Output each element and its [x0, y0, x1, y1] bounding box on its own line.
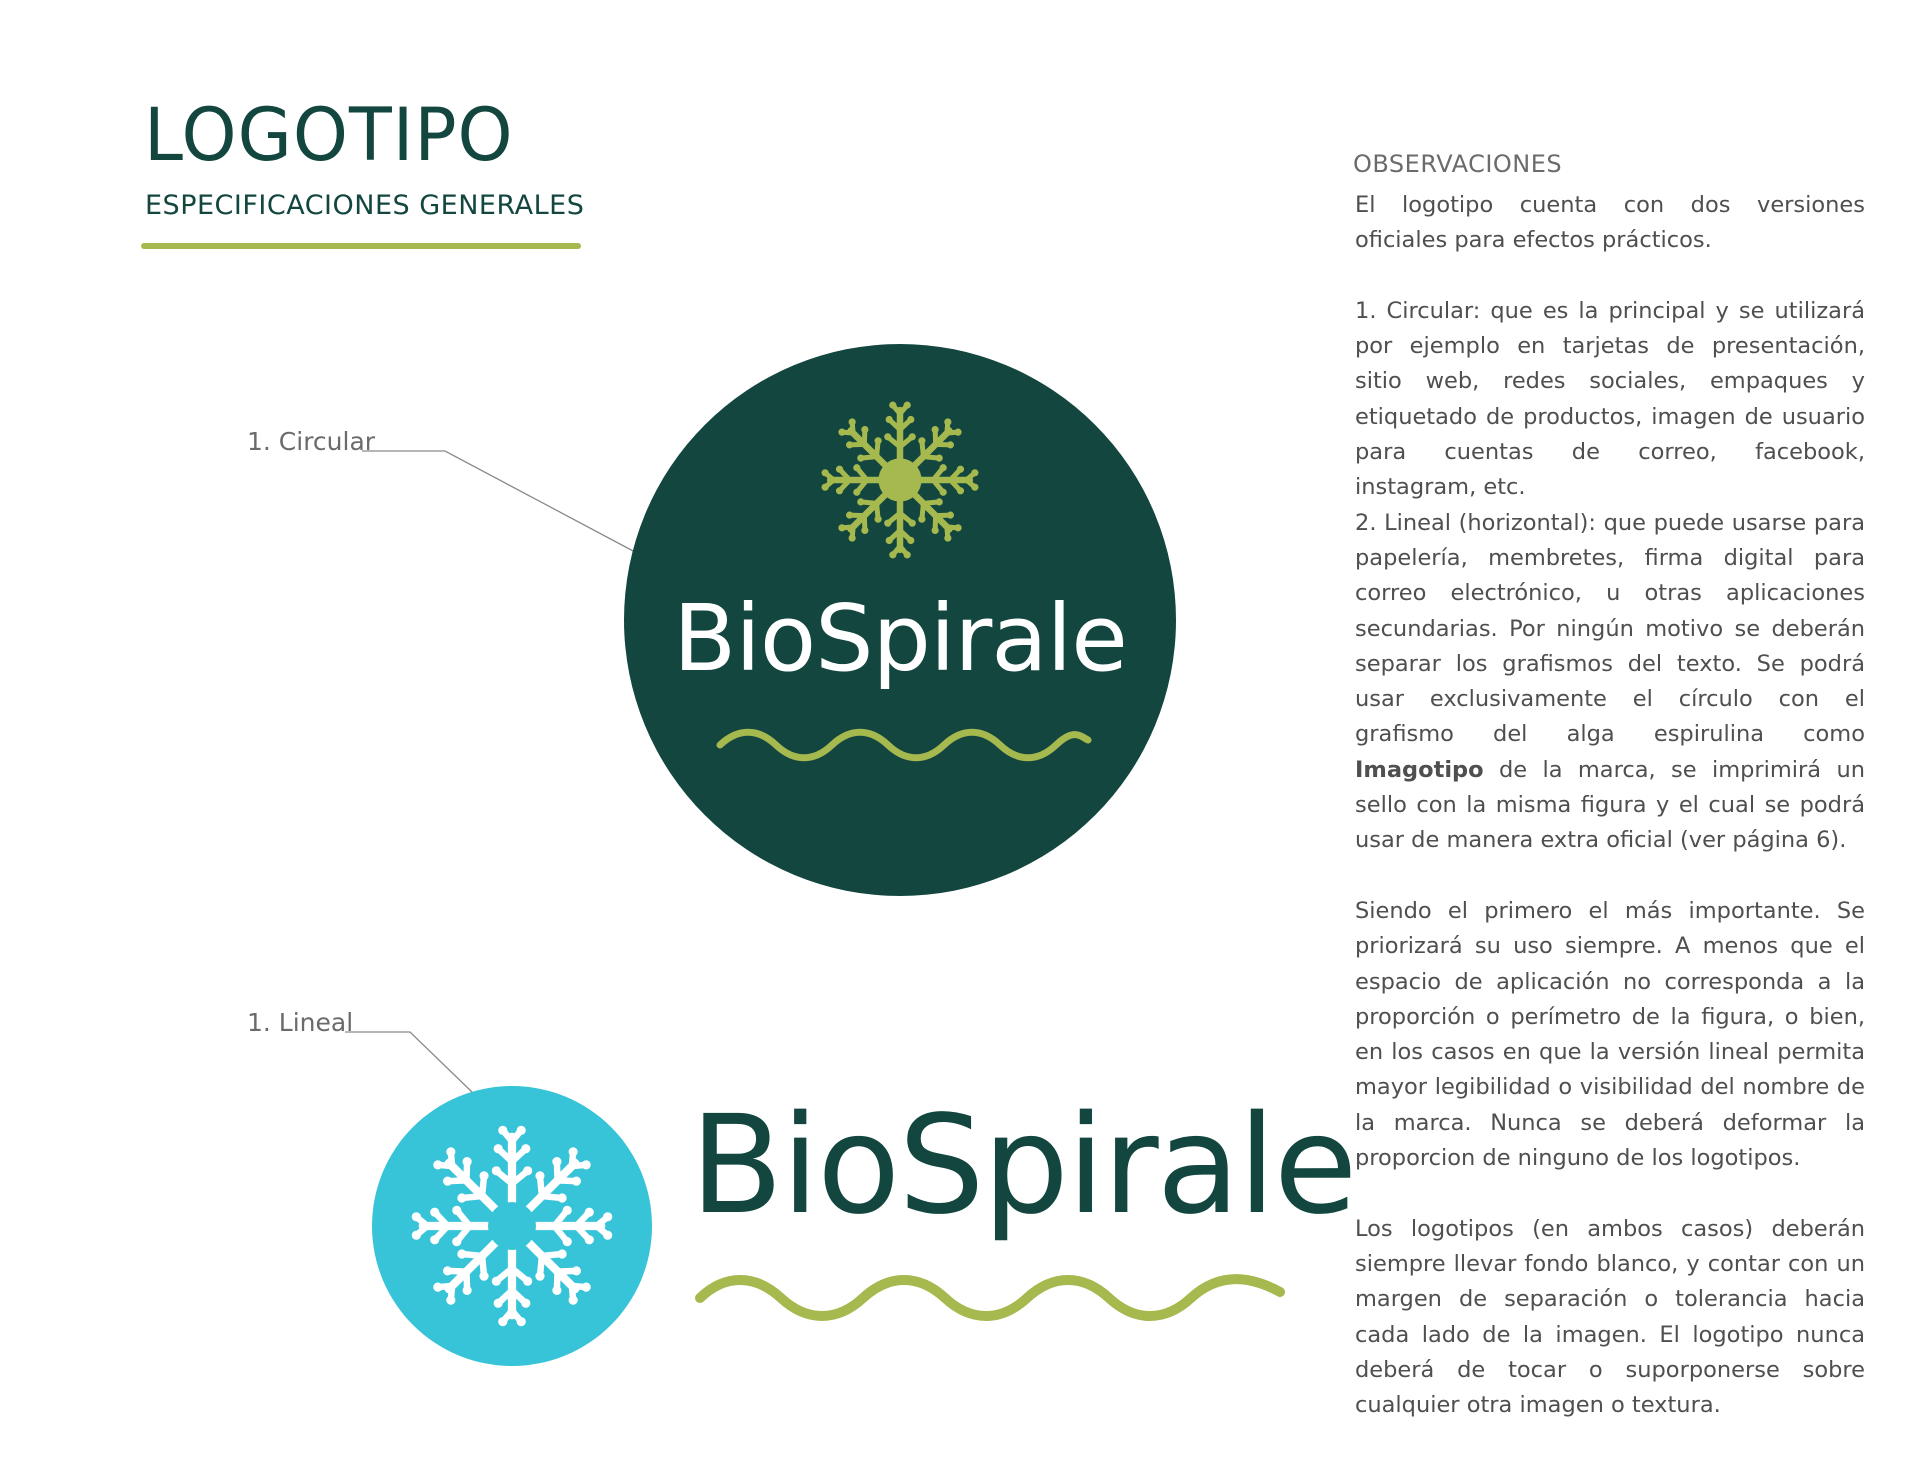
- logo-circular: [620, 340, 1180, 900]
- observations-priority: Siendo el primero el más importante. Se priorizará su uso siempre. A menos que el espacio de aplicación no corresponda a la proporción o perímetro de la figura, o bien, en los casos en que la versión lineal permita mayor legibilidad o visibilidad del nombre de la marca. Nunca se deberá deformar la proporcion de ninguno de los logotipos.: [1355, 897, 1865, 1172]
- page-subtitle: ESPECIFICACIONES GENERALES: [145, 190, 585, 221]
- logo-lineal-mark: [372, 1086, 652, 1366]
- logo-circular-wordmark: BioSpirale: [673, 585, 1127, 692]
- callout-label-lineal: 1. Lineal: [247, 1008, 354, 1037]
- observations-background: Los logotipos (en ambos casos) deberán siempre llevar fondo blanco, y contar con un margen de separación o tolerancia hacia cada lado de la imagen. El logotipo nunca deberá de tocar o suporponerse sobre cualquier otra imagen o textura.: [1355, 1215, 1865, 1419]
- callout-label-circular: 1. Circular: [247, 427, 376, 456]
- observations-body: [1355, 188, 1865, 1423]
- wave-icon: [695, 1268, 1285, 1348]
- leader-line-circular: [362, 451, 635, 552]
- leader-line-lineal: [345, 1032, 472, 1092]
- imagotipo-emphasis: Imagotipo: [1355, 756, 1484, 783]
- title-underline: [141, 243, 581, 249]
- observations-heading: OBSERVACIONES: [1353, 150, 1563, 178]
- observations-item-circular: 1. Circular: que es la principal y se utilizará por ejemplo en tarjetas de presentación, sitio web, redes sociales, empaques y etiquetado de productos, imagen de usuario para cuentas de correo, facebook, instagram, etc.: [1355, 297, 1865, 501]
- logo-lineal-wordmark: BioSpirale: [690, 1087, 1356, 1245]
- page-title: LOGOTIPO: [144, 91, 514, 179]
- observations-intro: El logotipo cuenta con dos versiones oficiales para efectos prácticos.: [1355, 192, 1865, 254]
- observations-item-lineal: 2. Lineal (horizontal): que puede usarse para papelería, membretes, firma digital para correo electrónico, u otras aplicaciones secundarias. Por ningún motivo se deberán separar los grafismos del texto. Se podrá usar exclusivamente el círculo con el grafismo del alga espirulina como Imagotipo de la marca, se imprimirá un sello con la misma figura y el cual se podrá usar de manera extra oficial (ver página 6).: [1355, 509, 1865, 854]
